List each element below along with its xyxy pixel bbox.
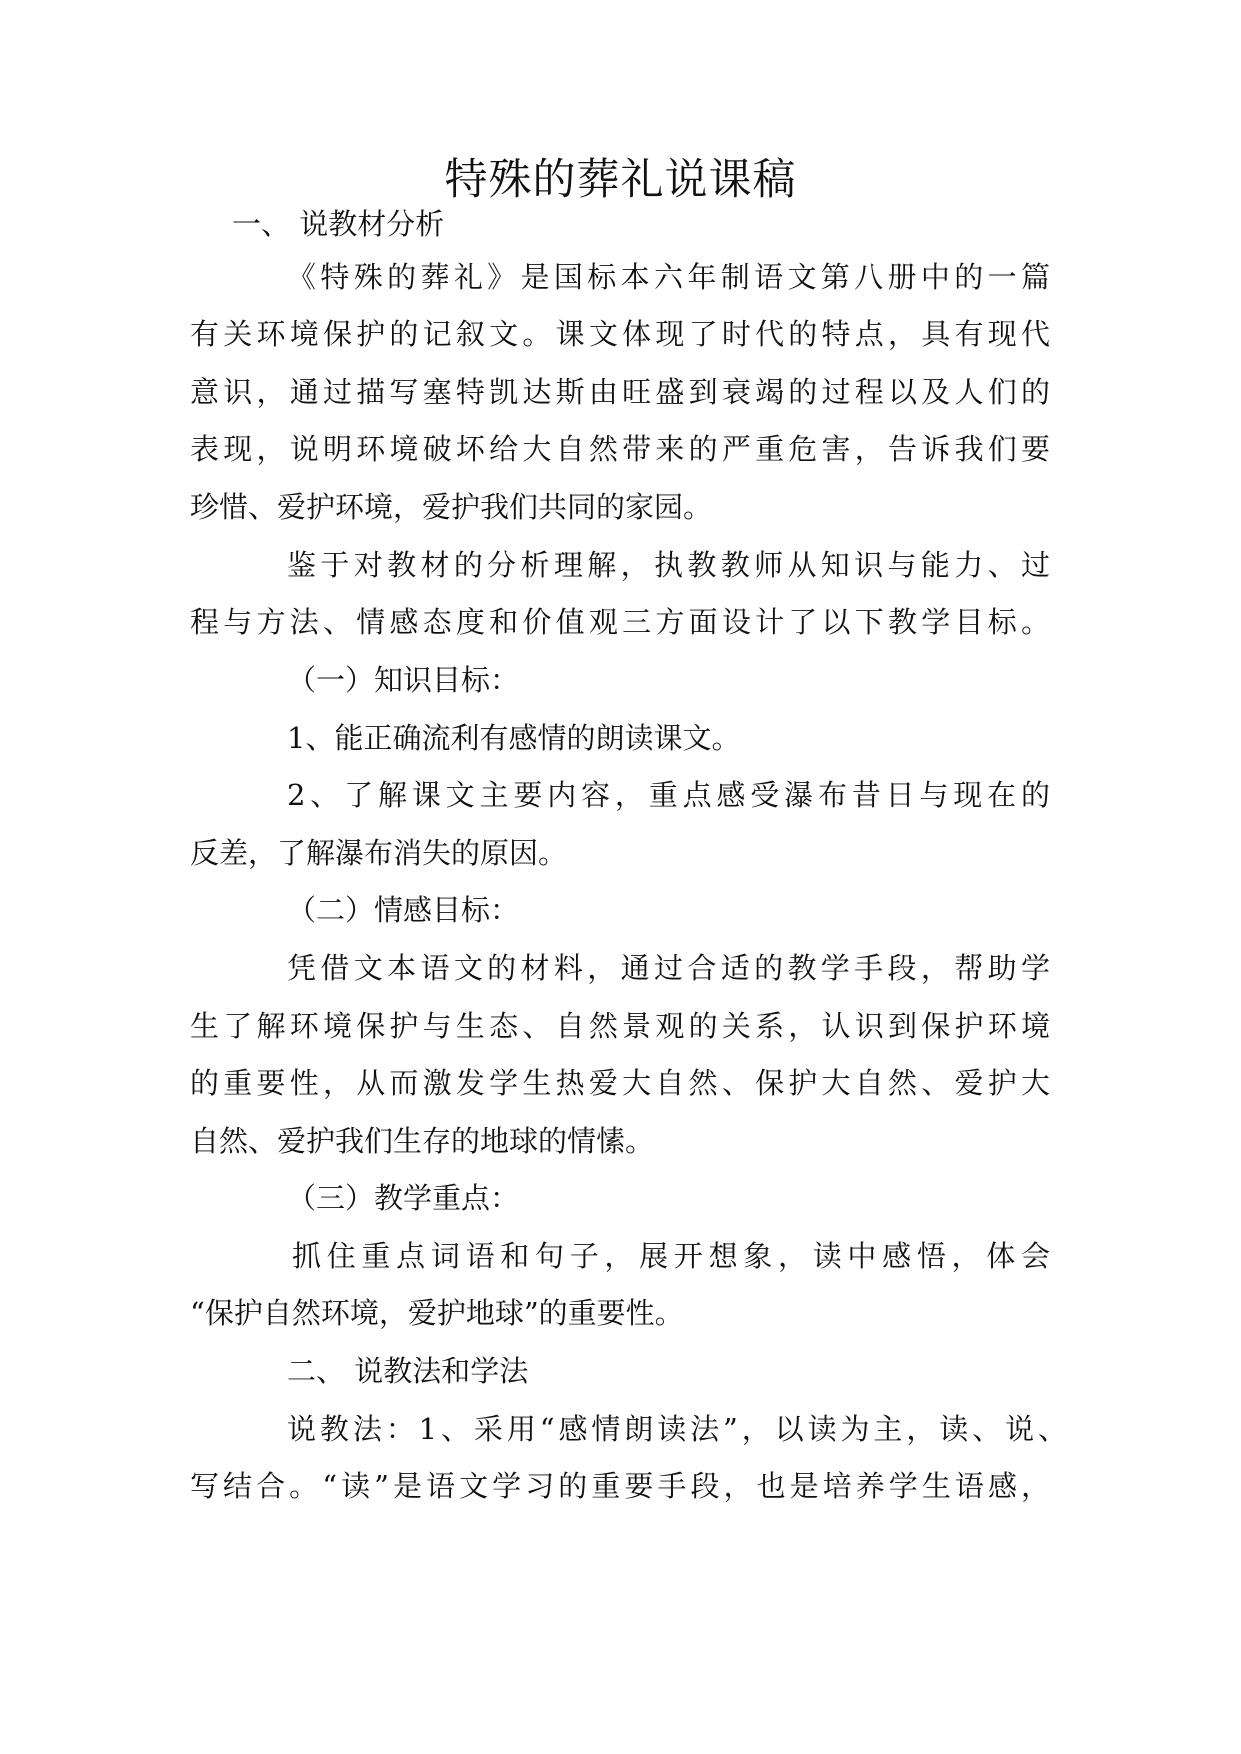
subheading-emotion-goals: （二）情感目标：: [287, 893, 520, 927]
paragraph-line: 抓住重点词语和句子，展开想象，读中感悟，体会: [292, 1239, 1050, 1273]
paragraph-line: “保护自然环境，爱护地球”的重要性。: [190, 1296, 684, 1330]
paragraph-line: 的重要性，从而激发学生热爱大自然、保护大自然、爱护大: [190, 1066, 1050, 1100]
paragraph-line: 程与方法、情感态度和价值观三方面设计了以下教学目标。: [190, 605, 1050, 639]
subheading-teaching-focus: （三）教学重点：: [287, 1181, 520, 1215]
subheading-knowledge-goals: （一）知识目标：: [287, 663, 520, 697]
paragraph-line: 意识，通过描写塞特凯达斯由旺盛到衰竭的过程以及人们的: [190, 375, 1050, 409]
list-item: 1、能正确流利有感情的朗读课文。: [287, 721, 741, 755]
paragraph-line: 《特殊的葬礼》是国标本六年制语文第八册中的一篇: [287, 260, 1050, 294]
paragraph-line: 反差，了解瀑布消失的原因。: [190, 836, 568, 870]
paragraph-line: 珍惜、爱护环境，爱护我们共同的家园。: [190, 490, 713, 524]
section-heading-teaching-methods: 二、 说教法和学法: [287, 1354, 529, 1388]
paragraph-line: 写结合。“读”是语文学习的重要手段，也是培养学生语感，: [190, 1469, 1050, 1503]
document-title: 特殊的葬礼说课稿: [444, 155, 797, 205]
list-item: 2、了解课文主要内容，重点感受瀑布昔日与现在的: [287, 778, 1050, 812]
paragraph-line: 说教法：1、采用“感情朗读法”，以读为主，读、说、: [287, 1412, 1067, 1446]
section-heading-teaching-material: 一、 说教材分析: [232, 207, 445, 241]
paragraph-line: 鉴于对教材的分析理解，执教教师从知识与能力、过: [287, 548, 1050, 582]
paragraph-line: 生了解环境保护与生态、自然景观的关系，认识到保护环境: [190, 1009, 1050, 1043]
paragraph-line: 表现，说明环境破坏给大自然带来的严重危害，告诉我们要: [190, 432, 1050, 466]
paragraph-line: 自然、爱护我们生存的地球的情愫。: [190, 1124, 655, 1158]
paragraph-line: 凭借文本语文的材料，通过合适的教学手段，帮助学: [287, 951, 1050, 985]
paragraph-line: 有关环境保护的记叙文。课文体现了时代的特点，具有现代: [190, 317, 1050, 351]
